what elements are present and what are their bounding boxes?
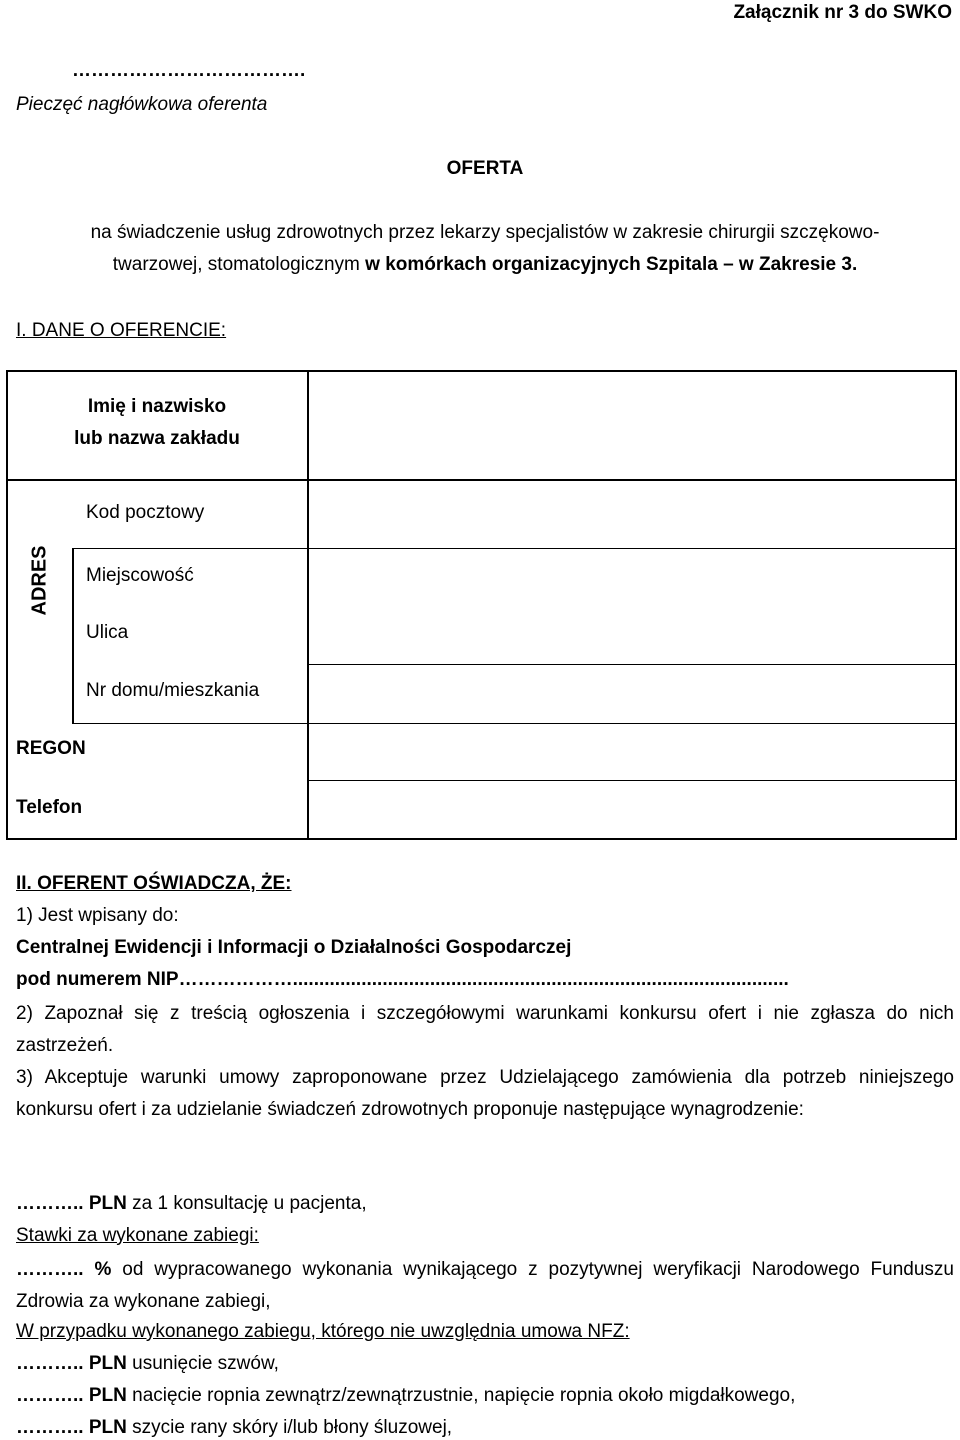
procedure-text: szycie rany skóry i/lub błony śluzowej,	[126, 1417, 453, 1438]
regon-label: REGON	[16, 738, 86, 759]
procedure-text: usunięcie szwów,	[126, 1353, 279, 1374]
percent-dots: ………..	[16, 1259, 84, 1280]
nfz-heading: W przypadku wykonanego zabiegu, którego nie uwzględnia umowa NFZ:	[16, 1321, 630, 1342]
procedure-line	[16, 1417, 452, 1439]
title-line-2	[0, 254, 960, 276]
item-3: 3) Akceptuje warunki umowy zaproponowane przez Udzielającego zamówienia dla potrzeb niniejszego konkursu ofert i za udzielanie świadczeń zdrowotnych proponuje następujące wynagrodzenie:	[16, 1067, 954, 1120]
procedure-dots: ………..	[16, 1385, 84, 1406]
postal-code-label: Kod pocztowy	[86, 502, 205, 523]
procedure-text: nacięcie ropnia zewnątrz/zewnątrzustnie, napięcie ropnia około migdałkowego,	[126, 1385, 796, 1406]
procedure-line	[16, 1353, 279, 1375]
fees-heading: Stawki za wykonane zabiegi:	[16, 1225, 259, 1246]
consultation-unit: PLN	[83, 1193, 127, 1214]
house-number-label: Nr domu/mieszkania	[86, 680, 260, 701]
percent-unit: %	[83, 1259, 112, 1280]
phone-label: Telefon	[16, 797, 83, 818]
name-label-line-1: Imię i nazwisko	[87, 396, 227, 417]
procedure-unit: PLN	[83, 1417, 127, 1438]
attachment-label: Załącznik nr 3 do SWKO	[733, 2, 952, 23]
name-label-line-2: lub nazwa zakładu	[74, 428, 240, 449]
title-line-1: na świadczenie usług zdrowotnych przez lekarzy specjalistów w zakresie chirurgii szczękowo-	[90, 222, 880, 243]
procedure-line	[16, 1385, 795, 1407]
title-line-2-normal: twarzowej, stomatologicznym	[112, 254, 366, 275]
street-label: Ulica	[86, 622, 129, 643]
section-1-heading: I. DANE O OFERENCIE:	[16, 320, 227, 341]
item-2: 2) Zapoznał się z treścią ogłoszenia i szczegółowymi warunkami konkursu ofert i nie zgłasza do nich zastrzeżeń.	[16, 1003, 954, 1056]
consultation-rate-line	[16, 1193, 367, 1215]
procedure-unit: PLN	[83, 1385, 127, 1406]
nip-line: pod numerem NIP………………..............................................................................................	[16, 969, 789, 990]
consultation-text: za 1 konsultację u pacjenta,	[126, 1193, 367, 1214]
percent-text: od wypracowanego wykonania wynikającego z pozytywnej weryfikacji Narodowego Funduszu Zdrowia za wykonane zabiegi,	[16, 1259, 954, 1312]
address-group-label: ADRES	[28, 545, 51, 616]
city-label: Miejscowość	[86, 565, 194, 586]
percent-rate-line	[16, 1254, 954, 1318]
procedure-dots: ………..	[16, 1417, 84, 1438]
consultation-dots: ………..	[16, 1193, 84, 1214]
procedure-unit: PLN	[83, 1353, 127, 1374]
item-1: 1) Jest wpisany do:	[16, 905, 179, 926]
section-2-heading: II. OFERENT OŚWIADCZA, ŻE:	[16, 873, 292, 894]
stamp-label: Pieczęć nagłówkowa oferenta	[16, 94, 268, 115]
title-line-2-bold: w komórkach organizacyjnych Szpitala – w Zakresie 3.	[365, 254, 858, 275]
procedure-dots: ………..	[16, 1353, 84, 1374]
stamp-dots: ……………………………….	[72, 60, 306, 81]
ceidg-label: Centralnej Ewidencji i Informacji o Działalności Gospodarczej	[16, 937, 572, 958]
page-title: OFERTA	[446, 158, 524, 179]
